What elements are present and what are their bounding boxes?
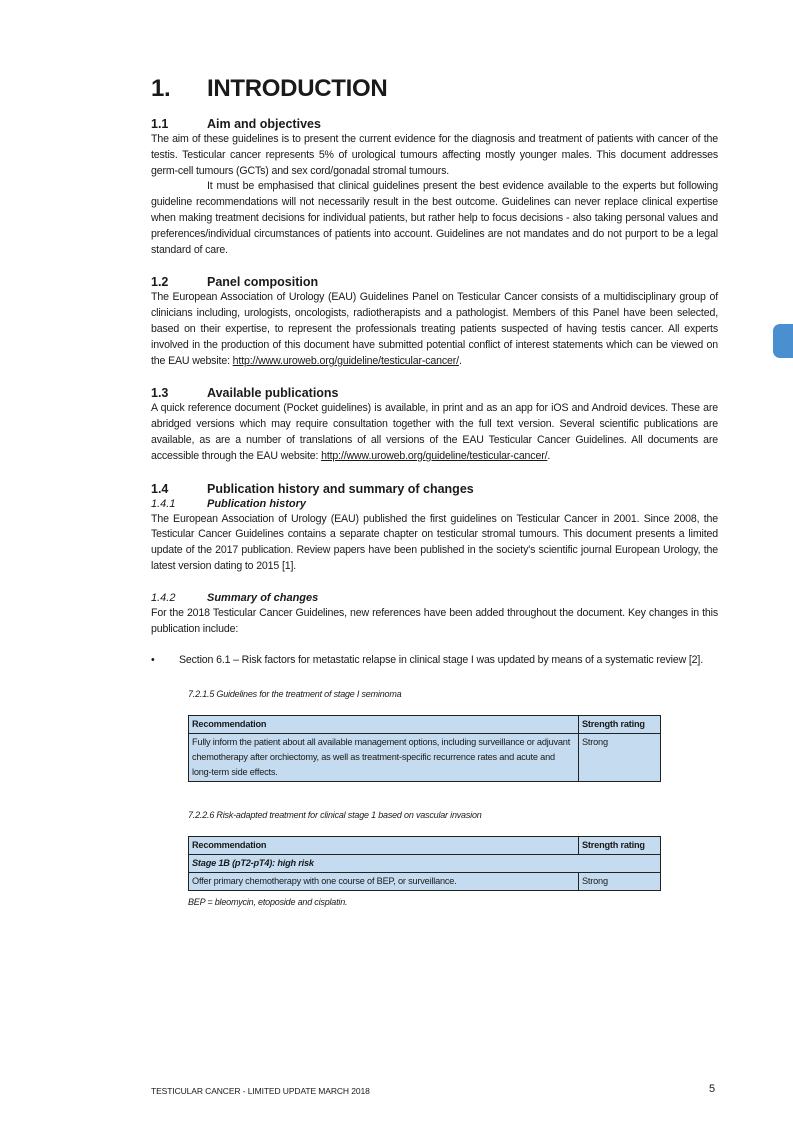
- section-1-4-heading: [151, 481, 718, 497]
- section-number: 1.4: [151, 481, 169, 496]
- table-2-caption: 7.2.2.6 Risk-adapted treatment for clinical stage 1 based on vascular invasion: [188, 810, 482, 821]
- punct: .: [458, 354, 462, 367]
- publications-paragraph: [151, 401, 718, 464]
- eau-website-link-2[interactable]: http://www.uroweb.org/guideline/testicular-cancer/: [321, 449, 548, 462]
- subsection-number: 1.4.1: [151, 497, 176, 510]
- bullet-text: Section 6.1 – Risk factors for metastatic relapse in clinical stage I was updated by means of a systematic review [2].: [179, 654, 704, 667]
- section-number: 1.1: [151, 117, 169, 131]
- aim-paragraph-1: The aim of these guidelines is to present the current evidence for the diagnosis and treatment of patients with cancer of the testis. Testicular cancer represents 5% of urological tumours affecting mostly younger males. This document addresses germ-cell tumours (GCTs) and sex cord/gonadal stromal tumours.: [151, 133, 718, 177]
- table-1-caption: 7.2.1.5 Guidelines for the treatment of stage I seminoma: [188, 689, 402, 700]
- recommendation-cell: Fully inform the patient about all available management options, including surveillance or adjuvant chemotherapy after orchiectomy, as well as treatment-specific recurrence rates and acute and long-term side effects.: [189, 734, 579, 782]
- table-header-recommendation: Recommendation: [189, 837, 579, 855]
- aim-paragraph-2: It must be emphasised that clinical guidelines present the best evidence available to the experts but following guideline recommendations will not necessarily result in the best outcome. Guidelines can never replace clinical expertise when making treatment decisions for individual patients, but rather help to focus decisions - also taking personal values and preferences/individual circumstances of patients into account. Guidelines are not mandates and do not purport to be a legal standard of care.: [151, 180, 718, 256]
- section-1-4-2-heading: [151, 591, 718, 606]
- recommendation-cell: Offer primary chemotherapy with one course of BEP, or surveillance.: [189, 873, 579, 891]
- section-title: Publication history and summary of changes: [207, 481, 474, 496]
- panel-text: The European Association of Urology (EAU) Guidelines Panel on Testicular Cancer consists of a multidisciplinary group of clinicians including, urologists, oncologists, radiotherapists and a pathologist. Members of this Panel have been selected, based on their expertise, to represent the professionals treating patients suspected of having testis cancer. All experts involved in the production of this document have submitted potential conflict of interest statements which can be viewed on the EAU website:: [151, 291, 718, 367]
- table-header-strength: Strength rating: [579, 716, 661, 734]
- subsection-title: Publication history: [207, 497, 307, 510]
- section-1-2-heading: [151, 274, 718, 290]
- page-number: 5: [709, 1083, 716, 1095]
- strength-cell: Strong: [579, 734, 661, 782]
- footer-title: TESTICULAR CANCER - LIMITED UPDATE MARCH 2018: [151, 1086, 370, 1096]
- section-1-4-1-heading: [151, 497, 718, 512]
- section-number: 1.3: [151, 386, 169, 401]
- eau-website-link[interactable]: http://www.uroweb.org/guideline/testicular-cancer/: [232, 354, 459, 367]
- table-subheader-row: [189, 855, 661, 873]
- recommendation-table-2: [188, 836, 661, 891]
- subsection-number: 1.4.2: [151, 591, 176, 604]
- table-header-row: [189, 837, 661, 855]
- bullet-icon: •: [151, 654, 155, 667]
- summary-changes-paragraph: For the 2018 Testicular Cancer Guidelines, new references have been added throughout the document. Key changes in this publication include:: [151, 606, 718, 635]
- table-header-row: [189, 716, 661, 734]
- section-1-1-heading: [151, 116, 718, 132]
- section-title: Available publications: [207, 386, 339, 401]
- publication-history-paragraph: The European Association of Urology (EAU) published the first guidelines on Testicular Cancer in 2001. Since 2008, the Testicular Cancer Guidelines contains a separate chapter on testicular stromal tumours. This document presents a limited update of the 2017 publication. Review papers have been published in the society's scientific journal European Urology, the latest version dating to 2015 [1].: [151, 512, 718, 572]
- section-1-3-heading: [151, 385, 718, 401]
- strength-cell: Strong: [579, 873, 661, 891]
- table-header-recommendation: Recommendation: [189, 716, 579, 734]
- list-item: [151, 653, 718, 669]
- panel-paragraph: [151, 290, 718, 369]
- chapter-title: [151, 72, 718, 106]
- page-content: [151, 72, 718, 907]
- section-title: Panel composition: [207, 275, 319, 290]
- table-row: [189, 873, 661, 891]
- subsection-title: Summary of changes: [207, 591, 319, 604]
- table-row: [189, 734, 661, 782]
- chapter-heading: INTRODUCTION: [207, 75, 388, 102]
- chapter-number: 1.: [151, 75, 171, 102]
- chapter-tab-marker: [773, 324, 793, 358]
- section-number: 1.2: [151, 275, 169, 290]
- risk-group-cell: Stage 1B (pT2-pT4): high risk: [189, 855, 661, 873]
- recommendation-table-1: [188, 715, 661, 782]
- punct: .: [547, 449, 551, 462]
- publications-text: A quick reference document (Pocket guidelines) is available, in print and as an app for iOS and Android devices. These are abridged versions which may require consultation together with the full text version. Several scientific publications are available, as are a number of translations of all versions of the EAU Testicular Cancer Guidelines. All documents are accessible through the EAU website:: [151, 402, 718, 462]
- section-title: Aim and objectives: [207, 117, 321, 131]
- table-footnote: BEP = bleomycin, etoposide and cisplatin.: [188, 897, 348, 908]
- table-header-strength: Strength rating: [579, 837, 661, 855]
